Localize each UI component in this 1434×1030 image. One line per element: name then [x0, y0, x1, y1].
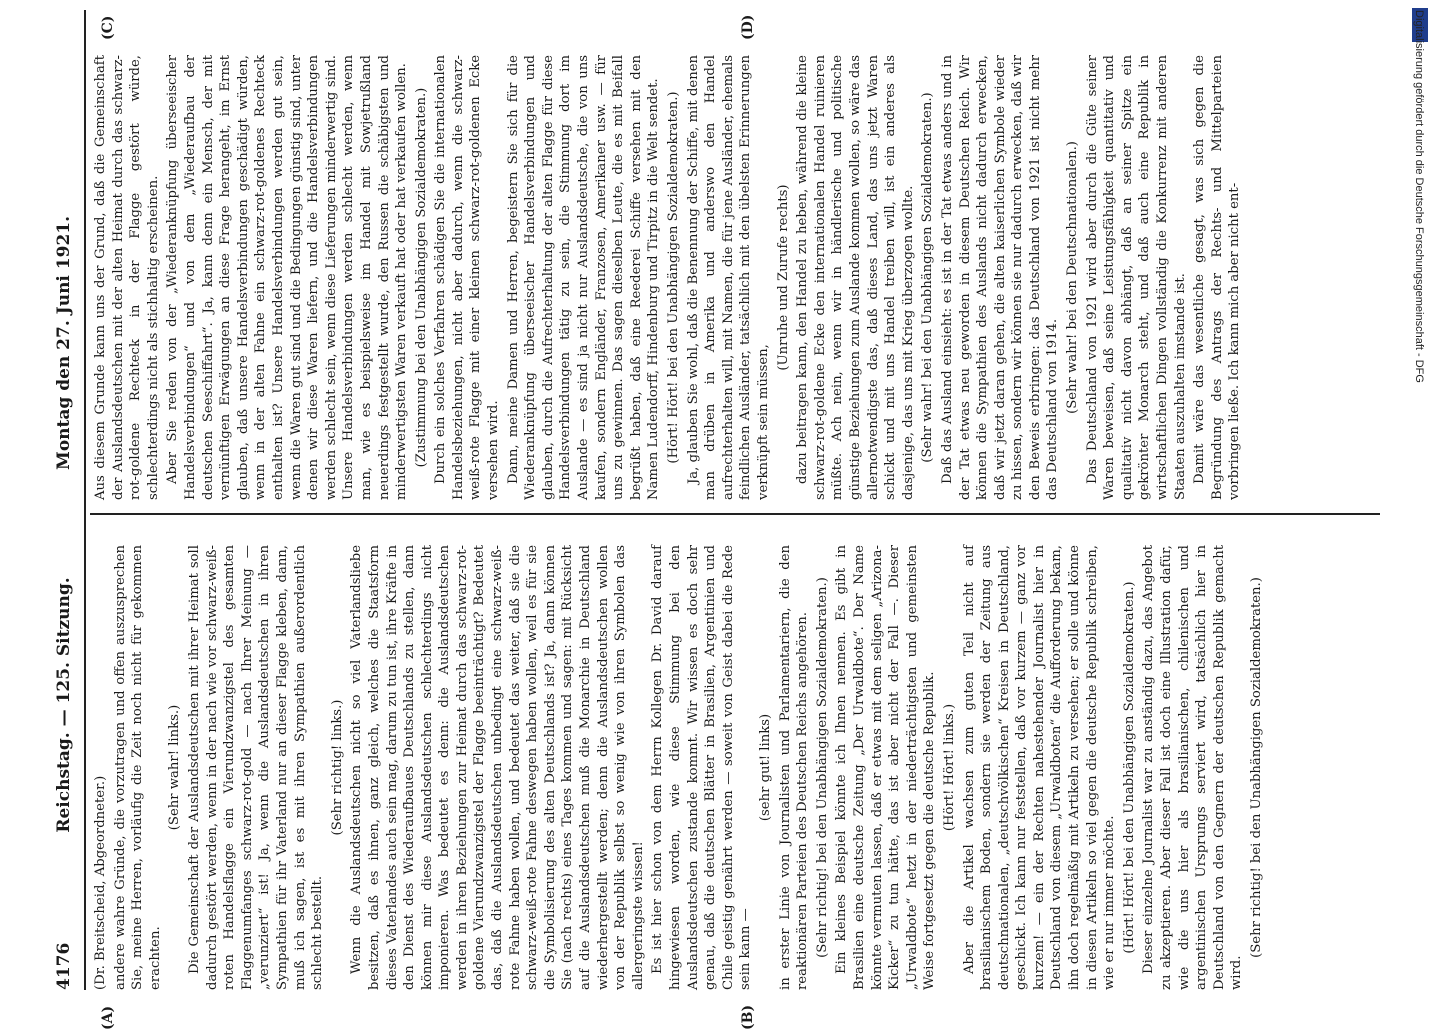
paragraph: (Hört! Hört! links.)	[941, 703, 957, 832]
column-divider	[90, 513, 1380, 515]
paragraph: (Hört! Hört! bei den Unabhängigen Sozialdemokraten.)	[666, 91, 681, 464]
paragraph: Das Deutschland von 1921 wird aber durch die Güte seiner Waren beweisen, daß seine Leistungsfähigkeit quantitativ und qualitativ nicht davon abhängt, daß an seiner Spitze ein gekrönter Monarch steht, und daß auch eine Republik in wirtschaftlichen Dingen vollständig die Konkurrenz mit anderen Staaten auszuhalten imstande ist.	[1084, 55, 1188, 500]
paragraph: (Sehr wahr! bei den Deutschnationalen.)	[1065, 141, 1081, 414]
left-text-column	[92, 545, 1382, 990]
rotated-document-page	[50, 10, 1390, 1030]
margin-marker-d: (D)	[740, 14, 756, 40]
paragraph: (sehr gut! links)	[757, 713, 773, 822]
page-header	[50, 10, 86, 990]
paragraph: dazu beitragen kann, den Handel zu heben, während die kleine schwarz-rot-goldene Ecke den internationalen Handel ruinieren müßte. Ach nein, wenn wir in händlerische und politische günstige Beziehungen zum Auslande kommen wollen, so wäre das allernotwendigste das, daß dieses Land, das uns jetzt Waren schickt und mit uns Handel treiben will, ist ein anderes als dasjenige, das uns mit Krieg überzogen wollte.	[795, 55, 916, 500]
session-title: Reichstag. — 125. Sitzung.	[54, 577, 74, 833]
right-text-column	[92, 55, 1382, 500]
paragraph: Ein kleines Beispiel könnte ich Ihnen nennen. Es gibt in Brasilien eine deutsche Zeitung „Der Urwaldbote“. Der Name könnte vermuten lassen, daß er etwas mit dem seligen „Arizona-Kicker“ zu tun hätte, das ist aber nicht der Fall —. Dieser „Urwaldbote“ hetzt in der niederträchtigsten und gemeinsten Weise fortgesetzt gegen die deutsche Republik.	[834, 545, 938, 990]
margin-marker-b: (B)	[740, 1004, 756, 1030]
paragraph: (Dr. Breitscheid, Abgeordneter.)	[93, 775, 108, 990]
paragraph: andere wahre Gründe, die vorzutragen und offen auszusprechen Sie, meine Herren, vorläufig die Zeit noch nicht für gekommen erachten.	[112, 545, 163, 990]
session-date: Montag den 27. Juni 1921.	[54, 215, 74, 470]
paragraph: Damit wäre das wesentliche gesagt, was sich gegen die Begründung des Antrags der Rechts- und Mittelparteien vorbringen ließe. Ich kann mich aber nicht ent-	[1192, 55, 1243, 500]
paragraph: (Sehr richtig! bei den Unabhängigen Sozialdemokraten.)	[1249, 577, 1264, 958]
paragraph: in erster Linie von Journalisten und Parlamentariern, die den reaktionären Parteien des Deutschen Reichs angehören.	[777, 545, 811, 990]
paragraph: Ja, glauben Sie wohl, daß die Benennung der Schiffe, mit denen man drüben in Amerika und anderswo den Handel aufrechterhalten will, mit Namen, die für jene Ausländer, ehemals feindlichen Ausländer, tatsächlich mit den übelsten Erinnerungen verknüpft sein müssen,	[685, 55, 771, 500]
paragraph: (Sehr wahr! links.)	[167, 704, 183, 831]
paragraph: (Sehr wahr! bei den Unabhängigen Sozialdemokraten.)	[920, 92, 936, 463]
paragraph: (Unruhe und Zurufe rechts)	[775, 184, 791, 371]
paragraph: Aus diesem Grunde kann uns der Grund, daß die Gemeinschaft der Auslandsdeutschen mit der alten Heimat durch das schwarz-rot-goldene Rechteck in der Flagge gestört würde, schlechterdings nicht als stichhaltig erscheinen.	[93, 55, 161, 500]
paragraph: (Hört! Hört! bei den Unabhängigen Sozialdemokraten.)	[1121, 581, 1137, 954]
paragraph: Es ist hier schon von dem Herrn Kollegen Dr. David darauf hingewiesen worden, wie diese Stimmung bei den Auslandsdeutschen zustande kommt. Wir wissen es doch sehr genau, daß die deutschen Blätter in Brasilien, Argentinien und Chile geistig genährt werden — soweit von Geist dabei die Rede sein kann —	[650, 545, 754, 990]
paragraph: Wenn die Auslandsdeutschen nicht so viel Vaterlandsliebe besitzen, daß es ihnen, ganz gleich, welches die Staatsform dieses Vaterlandes auch sein mag, darum zu tun ist, ihre Kräfte in den Dienst des Wiederaufbaues Deutschlands zu stellen, dann können mir diese Auslandsdeutschen schlechterdings nicht imponieren. Was bedeutet es denn: die Auslandsdeutschen werden in ihren Beziehungen zur Heimat durch das schwarz-rot-goldene Vierundzwanzigstel der Flagge beeinträchtigt? Bedeutet das, daß die Auslandsdeutschen unbedingt eine schwarz-weiß-rote Fahne haben wollen, und bedeutet das weiter, daß sie die schwarz-weiß-rote Fahne deswegen haben wollen, weil es für sie die Symbolisierung des alten Deutschlands ist? Ja, dann können Sie (nach rechts) eines Tages kommen und sagen: mit Rücksicht auf die Auslandsdeutschen muß die Monarchie in Deutschland wiederhergestellt werden; denn die Auslandsdeutschen wollen von der Republik selbst so wenig wie von ihren Symbolen das allergeringste wissen!	[349, 545, 646, 990]
digitization-note	[1405, 10, 1429, 990]
page-number: 4176	[54, 942, 74, 990]
paragraph: (Sehr richtig! links.)	[329, 699, 345, 836]
margin-marker-c: (C)	[100, 15, 116, 40]
paragraph: Aber die Artikel wachsen zum guten Teil nicht auf brasilianischem Boden, sondern sie werden der Zeitung aus deutschnationalen, „deutschvölkischen“ Kreisen in Deutschland, geschickt. Ich kann nur feststellen, daß vor kurzem — ganz vor kurzem! — ein der Rechten nahestehender Journalist hier in Deutschland von diesem „Urwaldboten“ die Aufforderung bekam, ihn doch regelmäßig mit Artikeln zu versehen; er solle und könne in diesen Artikeln so viel gegen die deutsche Republik schreiben, wie er nur immer möchte.	[961, 545, 1118, 990]
paragraph: Aber Sie reden von der „Wiederanknüpfung überseeischer Handelsverbindungen“ und von dem „Wiederaufbau der deutschen Seeschiffahrt“. Ja, kann denn ein Mensch, der mit vernünftigen Erwägungen an diese Frage herangeht, im Ernst glauben, daß unsere Handelsverbindungen geschädigt würden, wenn in der alten Fahne ein schwarz-rot-goldenes Rechteck enthalten ist? Unsere Handelsverbindungen werden gut sein, wenn die Waren gut sind und die Bedingungen günstig sind, unter denen wir diese Waren liefern, und die Handelsverbindungen werden schlecht sein, wenn diese Lieferungen minderwertig sind. Unsere Handelsverbindungen werden schlecht werden, wenn man, wie es beispielsweise im Handel mit Sowjetrußland neuerdings festgestellt wurde, den Russen die schäbigsten und minderwertigsten Waren verkauft hat oder hat verkaufen wollen.	[165, 55, 410, 500]
paragraph: Die Gemeinschaft der Auslandsdeutschen mit ihrer Heimat soll dadurch gestört werden, wenn in der nach wie vor schwarz-weiß-roten Handelsflagge ein Vierundzwanzigstel des gesamten Flaggenumfanges schwarz-rot-gold — nach Ihrer Meinung — „verunziert“ ist! Ja, wenn die Auslandsdeutschen in ihren Sympathien für ihr Vaterland nur an dieser Flagge kleben, dann, muß ich sagen, ist es mit ihren Sympathien außerordentlich schlecht bestellt.	[186, 545, 326, 990]
margin-marker-a: (A)	[100, 1005, 116, 1030]
paragraph: Dieser einzelne Journalist war zu anständig dazu, das Angebot zu akzeptieren. Aber dieser Fall ist doch eine Illustration dafür, wie die uns hier als brasilianischen, chilenischen und argentinischen Ursprungs serviert wird, tatsächlich hier in Deutschland von den Gegnern der deutschen Republik gemacht wird.	[1141, 545, 1245, 990]
paragraph: Durch ein solches Verfahren schädigen Sie die internationalen Handelsbeziehungen, nicht aber dadurch, wenn die schwarz-weiß-rote Flagge mit einer kleinen schwarz-rot-goldenen Ecke versehen wird.	[433, 55, 502, 500]
paragraph: (Sehr richtig! bei den Unabhängigen Sozialdemokraten.)	[814, 577, 830, 958]
paragraph: Daß das Ausland einsieht: es ist in der Tat etwas anders und in der Tat etwas neu geworden in diesem Deutschen Reich. Wir können die Sympathien des Auslands nicht dadurch erwecken, daß wir jetzt daran gehen, die alten kaiserlichen Symbole wieder zu hissen, sondern wir können sie nur dadurch erwecken, daß wir den Beweis erbringen: das Deutschland von 1921 ist nicht mehr das Deutschland von 1914.	[939, 55, 1061, 500]
paragraph: (Zustimmung bei den Unabhängigen Sozialdemokraten.)	[413, 87, 429, 468]
digitization-note-text: Digitalisierung gefördert durch die Deutsche Forschungsgemeinschaft - DFG	[1413, 10, 1425, 383]
paragraph: Dann, meine Damen und Herren, begeistern Sie sich für die Wiederanknüpfung überseeischer Handelsverbindungen und glauben, durch die Aufrechterhaltung der alten Flagge für diese Handelsverbindungen tätig zu sein, die Stimmung dort im Auslande — es sind ja nicht nur Auslandsdeutsche, die von uns kaufen, sondern Engländer, Franzosen, Amerikaner usw. — für uns zu gewinnen. Das sagen dieselben Leute, die es mit Beifall begrüßt haben, daß eine Reederei Schiffe versehen mit den Namen Ludendorff, Hindenburg und Tirpitz in die Welt sendet.	[505, 55, 662, 500]
